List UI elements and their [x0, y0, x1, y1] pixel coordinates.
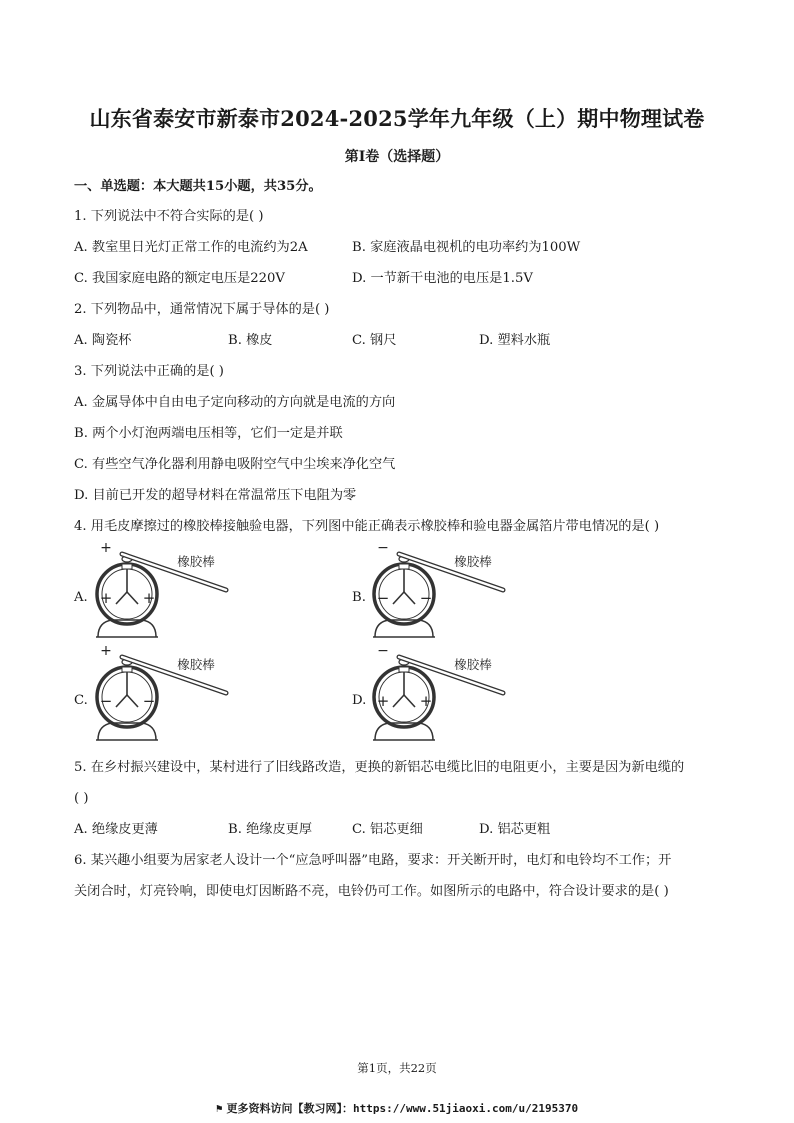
rod-label: 橡胶棒	[177, 657, 215, 672]
q5-option-d: D. 铝芯更粗	[479, 822, 551, 837]
q3-stem: 3. 下列说法中正确的是( )	[74, 364, 224, 379]
q6-stem-line2: 关闭合时，灯亮铃响，即使电灯因断路不亮，电铃仍可工作。如图所示的电路中，符合设计要求的是( )	[74, 884, 669, 899]
electroscope-figure-d	[363, 645, 513, 745]
page-number: 第1页，共22页	[357, 1061, 437, 1075]
left-charge-sign: −	[99, 692, 113, 710]
q4-option-d-label: D.	[352, 693, 367, 708]
q3-option-c: C. 有些空气净化器利用静电吸附空气中尘埃来净化空气	[74, 457, 396, 472]
electroscope-svg	[363, 645, 513, 745]
q1-option-a: A. 教室里日光灯正常工作的电流约为2A	[74, 240, 308, 255]
q3-option-a: A. 金属导体中自由电子定向移动的方向就是电流的方向	[74, 395, 396, 410]
q5-option-c: C. 铝芯更细	[352, 822, 423, 837]
stopper	[122, 564, 132, 569]
q5-option-b: B. 绝缘皮更厚	[228, 822, 313, 837]
q4-option-b-label: B.	[352, 590, 366, 605]
q2-option-b: B. 橡皮	[228, 333, 273, 348]
q5-stem-line1: 5. 在乡村振兴建设中，某村进行了旧线路改造，更换的新铝芯电缆比旧的电阻更小，主要是因为新电缆的	[74, 760, 685, 775]
rod-label: 橡胶棒	[454, 657, 492, 672]
right-charge-sign: +	[419, 692, 433, 710]
q2-option-d: D. 塑料水瓶	[479, 333, 551, 348]
left-leaf	[116, 695, 127, 707]
electroscope-svg	[86, 542, 236, 642]
q3-option-b: B. 两个小灯泡两端电压相等，它们一定是并联	[74, 426, 343, 441]
electroscope-figure-c	[86, 645, 236, 745]
electroscope-svg	[86, 645, 236, 745]
left-charge-sign: −	[376, 589, 390, 607]
top-charge-sign: +	[100, 645, 112, 659]
resource-link-line[interactable]	[0, 1100, 794, 1116]
q2-stem: 2. 下列物品中，通常情况下属于导体的是( )	[74, 302, 330, 317]
q1-stem: 1. 下列说法中不符合实际的是( )	[74, 209, 264, 224]
q2-option-a: A. 陶瓷杯	[74, 333, 132, 348]
q3-option-d: D. 目前已开发的超导材料在常温常压下电阻为零	[74, 488, 357, 503]
left-charge-sign: +	[376, 692, 390, 710]
right-charge-sign: +	[142, 589, 156, 607]
stopper	[399, 667, 409, 672]
q5-option-a: A. 绝缘皮更薄	[74, 822, 158, 837]
rod-label: 橡胶棒	[177, 554, 215, 569]
q4-option-c-label: C.	[74, 693, 88, 708]
right-leaf	[127, 695, 138, 707]
left-leaf	[116, 592, 127, 604]
right-leaf	[127, 592, 138, 604]
stopper	[399, 564, 409, 569]
right-leaf	[404, 695, 415, 707]
q5-stem-line2: ( )	[74, 791, 89, 806]
left-leaf	[393, 695, 404, 707]
q6-stem-line1: 6. 某兴趣小组要为居家老人设计一个“应急呼叫器”电路，要求：开关断开时，电灯和电铃均不工作；开	[74, 853, 672, 868]
section-heading: 一、单选题：本大题共15小题，共35分。	[74, 179, 322, 194]
q2-option-c: C. 钢尺	[352, 333, 397, 348]
q1-option-b: B. 家庭液晶电视机的电功率约为100W	[352, 240, 581, 255]
top-charge-sign: −	[377, 542, 389, 556]
top-charge-sign: +	[100, 542, 112, 556]
flag-icon: ⚑	[215, 1102, 223, 1115]
q4-stem: 4. 用毛皮摩擦过的橡胶棒接触验电器，下列图中能正确表示橡胶棒和验电器金属箔片带电情况的是( )	[74, 519, 660, 534]
resource-link-text[interactable]: 更多资料访问【教习网】：https://www.51jiaoxi.com/u/2195370	[226, 1102, 579, 1115]
page-title: 山东省泰安市新泰市2024-2025学年九年级（上）期中物理试卷	[89, 106, 705, 131]
section-subtitle: 第I卷（选择题）	[344, 149, 450, 165]
q1-option-d: D. 一节新干电池的电压是1.5V	[352, 271, 533, 286]
electroscope-svg	[363, 542, 513, 642]
electroscope-figure-b	[363, 542, 513, 642]
right-leaf	[404, 592, 415, 604]
electroscope-figure-a	[86, 542, 236, 642]
left-leaf	[393, 592, 404, 604]
top-charge-sign: −	[377, 645, 389, 659]
right-charge-sign: −	[142, 692, 156, 710]
q1-option-c: C. 我国家庭电路的额定电压是220V	[74, 271, 285, 286]
rod-label: 橡胶棒	[454, 554, 492, 569]
right-charge-sign: −	[419, 589, 433, 607]
stopper	[122, 667, 132, 672]
q4-option-a-label: A.	[74, 590, 88, 605]
left-charge-sign: +	[99, 589, 113, 607]
